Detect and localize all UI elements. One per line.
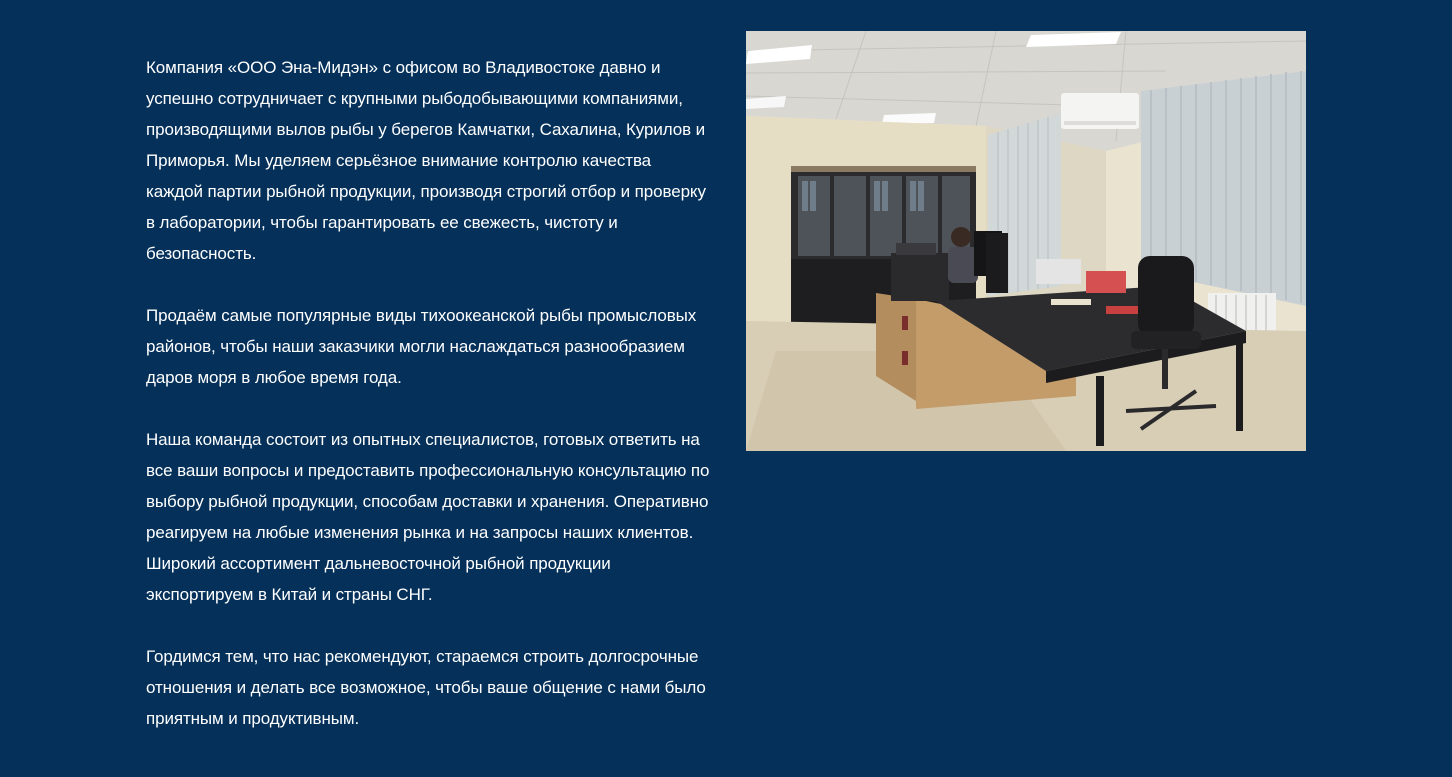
- paragraph-spacer: [146, 393, 712, 424]
- about-paragraph: Гордимся тем, что нас рекомендуют, стараемся строить долгосрочные отношения и делать все возможное, чтобы ваше общение с нами было приятным и продуктивным.: [146, 647, 706, 728]
- about-paragraph: Наша команда состоит из опытных специалистов, готовых ответить на все ваши вопросы и предоставить профессиональную консультацию по выбору рыбной продукции, способам доставки и хранения. Оперативно реагируем на любые изменения рынка и на запросы наших клиентов.: [146, 430, 710, 542]
- paragraph-spacer: [146, 610, 712, 641]
- about-text: [146, 52, 712, 734]
- office-photo-illustration: [746, 31, 1306, 451]
- about-paragraph: Широкий ассортимент дальневосточной рыбной продукции экспортируем в Китай и страны СНГ.: [146, 554, 611, 604]
- paragraph-spacer: [146, 269, 712, 300]
- office-photo: [746, 31, 1306, 451]
- about-paragraph: Компания «ООО Эна-Мидэн» с офисом во Владивостоке давно и успешно сотрудничает с крупными рыбодобывающими компаниями, производящими вылов рыбы у берегов Камчатки, Сахалина, Курилов и Приморья. Мы уделяем серьёзное внимание контролю качества каждой партии рыбной продукции, производя строгий отбор и проверку в лаборатории, чтобы гарантировать ее свежесть, чистоту и безопасность.: [146, 58, 706, 263]
- about-paragraph: Продаём самые популярные виды тихоокеанской рыбы промысловых районов, чтобы наши заказчики могли наслаждаться разнообразием даров моря в любое время года.: [146, 306, 697, 387]
